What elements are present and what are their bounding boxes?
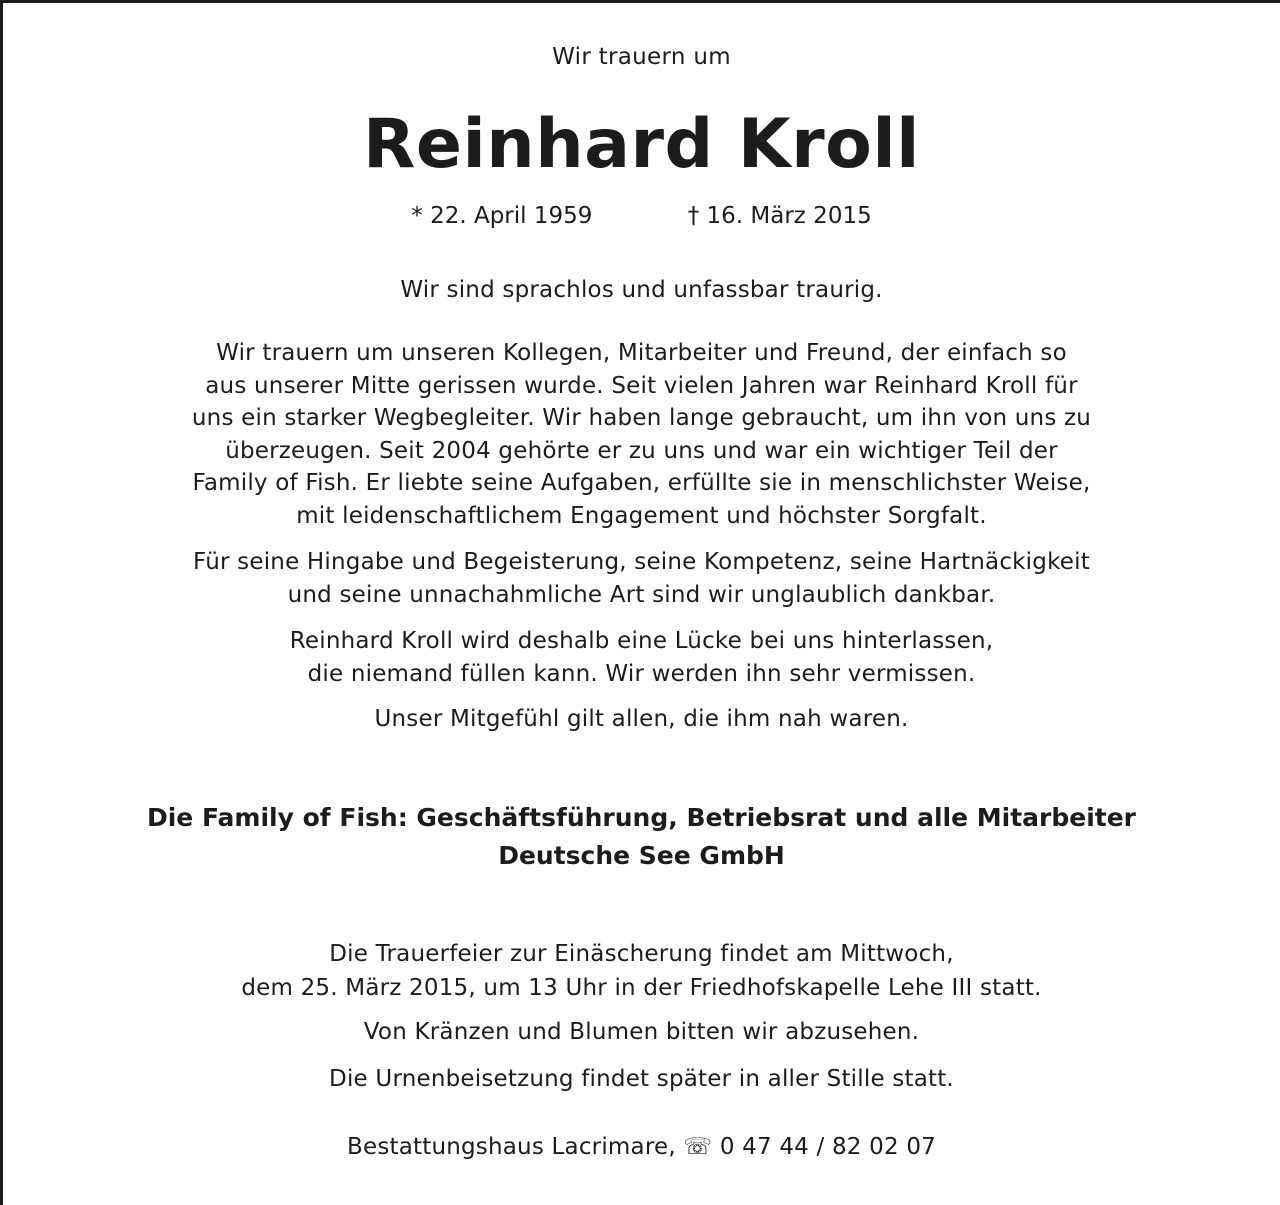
text-line: uns ein starker Wegbegleiter. Wir haben lange gebraucht, um ihn von uns zu <box>191 405 1092 431</box>
life-dates <box>3 203 1280 229</box>
text-line: und seine unnachahmliche Art sind wir unglaublich dankbar. <box>287 581 996 608</box>
text-line: aus unserer Mitte gerissen wurde. Seit vielen Jahren war Reinhard Kroll für <box>205 372 1078 399</box>
ceremony-info <box>103 937 1180 1005</box>
death-date: † 16. März 2015 <box>687 203 872 229</box>
text-line: Family of Fish. Er liebte seine Aufgaben, erfüllte sie in menschlichster Weise, <box>192 470 1091 496</box>
text-line: Von Kränzen und Blumen bitten wir abzusehen. <box>363 1019 920 1045</box>
tribute-paragraph-2 <box>103 546 1180 611</box>
text-line: dem 25. März 2015, um 13 Uhr in der Friedhofskapelle Lehe III statt. <box>241 975 1042 1001</box>
text-line: Die Trauerfeier zur Einäscherung findet am Mittwoch, <box>329 941 954 967</box>
signer-line: Deutsche See GmbH <box>498 841 785 870</box>
text-line: Wir trauern um unseren Kollegen, Mitarbeiter und Freund, der einfach so <box>216 340 1067 366</box>
funeral-home-contact <box>103 1131 1180 1164</box>
text-line: Reinhard Kroll wird deshalb eine Lücke bei uns hinterlassen, <box>289 628 994 654</box>
lead-line: Wir sind sprachlos und unfassbar traurig. <box>400 277 883 303</box>
text-line: überzeugen. Seit 2004 gehörte er zu uns und war ein wichtiger Teil der <box>225 437 1058 464</box>
condolence-line <box>103 703 1180 736</box>
text-line: Bestattungshaus Lacrimare, ☏ 0 47 44 / 82 02 07 <box>346 1134 936 1160</box>
text-line: mit leidenschaftlichem Engagement und höchster Sorgfalt. <box>296 502 987 529</box>
text-line: die niemand füllen kann. Wir werden ihn sehr vermissen. <box>307 660 976 687</box>
deceased-name: Reinhard Kroll <box>363 105 920 184</box>
text-line: Unser Mitgefühl gilt allen, die ihm nah waren. <box>374 706 909 732</box>
signer-line: Die Family of Fish: Geschäftsführung, Betriebsrat und alle Mitarbeiter <box>146 803 1137 832</box>
lead-sentence <box>103 274 1180 307</box>
tribute-paragraph-1 <box>103 337 1180 532</box>
text-line: Für seine Hingabe und Begeisterung, seine Kompetenz, seine Hartnäckigkeit <box>193 549 1090 575</box>
urn-note <box>103 1063 1180 1096</box>
birth-date: * 22. April 1959 <box>411 203 593 229</box>
signers-block <box>63 799 1220 875</box>
intro-line: Wir trauern um <box>552 44 731 70</box>
text-line: Die Urnenbeisetzung findet später in aller Stille statt. <box>329 1066 954 1092</box>
flowers-note <box>103 1016 1180 1049</box>
tribute-paragraph-3 <box>103 625 1180 690</box>
